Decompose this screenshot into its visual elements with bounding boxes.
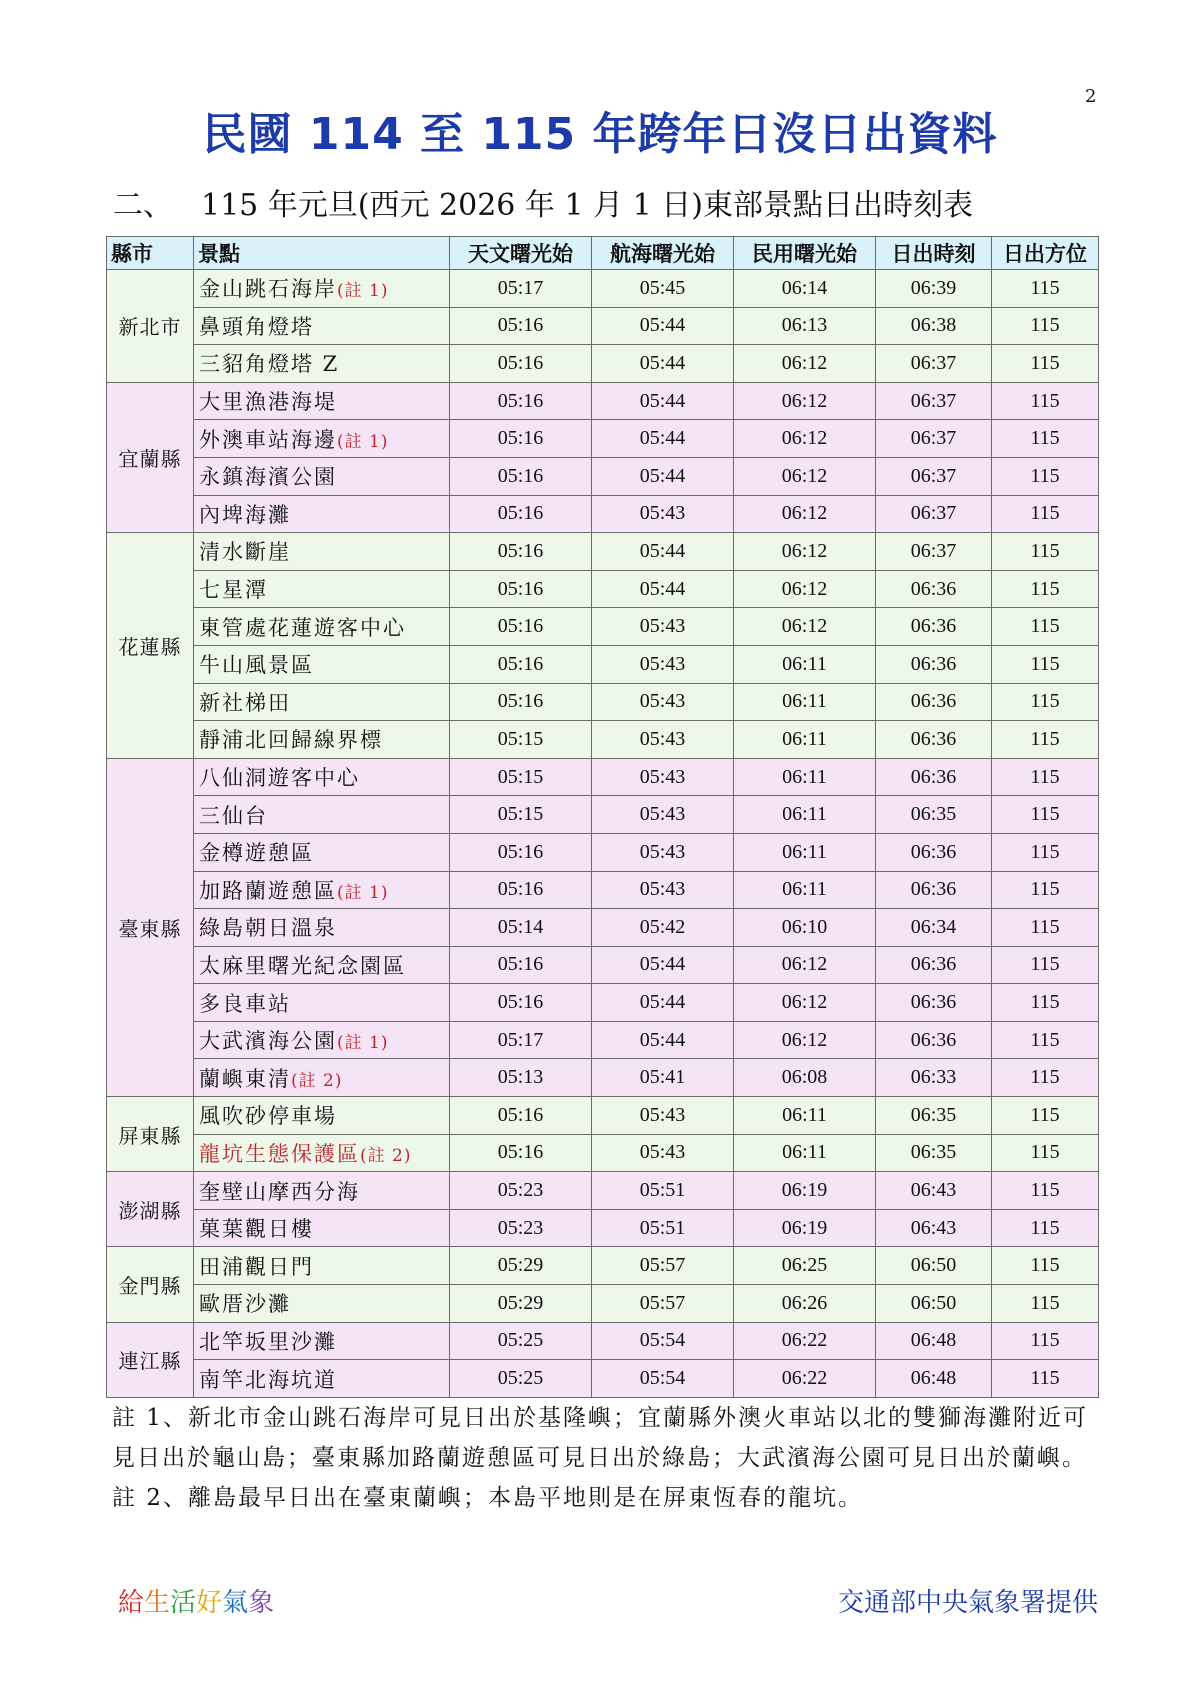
nautical-dawn-cell: 05:43 xyxy=(592,683,734,721)
sunrise-time-cell: 06:37 xyxy=(876,420,992,458)
table-row xyxy=(107,721,1099,759)
spot-cell xyxy=(194,683,450,721)
header-sunrise-azimuth: 日出方位 xyxy=(992,237,1099,270)
civil-dawn-cell: 06:19 xyxy=(734,1209,876,1247)
sunrise-azimuth-cell: 115 xyxy=(992,645,1099,683)
sunrise-time-cell: 06:38 xyxy=(876,307,992,345)
civil-dawn-cell: 06:08 xyxy=(734,1059,876,1097)
nautical-dawn-cell: 05:45 xyxy=(592,270,734,308)
civil-dawn-cell: 06:14 xyxy=(734,270,876,308)
table-row xyxy=(107,495,1099,533)
civil-dawn-cell: 06:22 xyxy=(734,1360,876,1398)
civil-dawn-cell: 06:12 xyxy=(734,1021,876,1059)
sunrise-time-cell: 06:35 xyxy=(876,1134,992,1172)
table-row xyxy=(107,382,1099,420)
spot-footnote-ref: (註 1) xyxy=(337,281,389,302)
sunrise-time-cell: 06:36 xyxy=(876,984,992,1022)
civil-dawn-cell: 06:12 xyxy=(734,946,876,984)
spot-cell xyxy=(194,495,450,533)
table-row xyxy=(107,1209,1099,1247)
sunrise-time-cell: 06:48 xyxy=(876,1360,992,1398)
civil-dawn-cell: 06:12 xyxy=(734,984,876,1022)
civil-dawn-cell: 06:11 xyxy=(734,645,876,683)
table-row xyxy=(107,645,1099,683)
spot-footnote-ref: (註 1) xyxy=(337,1033,389,1054)
spot-name: 外澳車站海邊 xyxy=(199,427,337,452)
astronomical-dawn-cell: 05:16 xyxy=(450,307,592,345)
astronomical-dawn-cell: 05:15 xyxy=(450,721,592,759)
astronomical-dawn-cell: 05:16 xyxy=(450,608,592,646)
county-cell: 宜蘭縣 xyxy=(107,382,194,532)
sunrise-azimuth-cell: 115 xyxy=(992,796,1099,834)
nautical-dawn-cell: 05:43 xyxy=(592,796,734,834)
astronomical-dawn-cell: 05:25 xyxy=(450,1322,592,1360)
nautical-dawn-cell: 05:57 xyxy=(592,1285,734,1323)
astronomical-dawn-cell: 05:16 xyxy=(450,833,592,871)
spot-cell xyxy=(194,1247,450,1285)
astronomical-dawn-cell: 05:16 xyxy=(450,871,592,909)
spot-footnote-ref: (註 2) xyxy=(291,1070,343,1091)
sunrise-time-cell: 06:36 xyxy=(876,758,992,796)
civil-dawn-cell: 06:11 xyxy=(734,758,876,796)
credit: 交通部中央氣象署提供 xyxy=(837,1588,1098,1618)
spot-name: 永鎮海濱公園 xyxy=(199,465,337,490)
table-body xyxy=(107,270,1099,1398)
civil-dawn-cell: 06:10 xyxy=(734,909,876,947)
civil-dawn-cell: 06:12 xyxy=(734,533,876,571)
sunrise-azimuth-cell: 115 xyxy=(992,1059,1099,1097)
spot-cell xyxy=(194,1322,450,1360)
spot-cell xyxy=(194,1059,450,1097)
astronomical-dawn-cell: 05:23 xyxy=(450,1209,592,1247)
header-astronomical-dawn: 天文曙光始 xyxy=(450,237,592,270)
table-row xyxy=(107,420,1099,458)
county-cell: 連江縣 xyxy=(107,1322,194,1397)
table-row xyxy=(107,1172,1099,1210)
nautical-dawn-cell: 05:44 xyxy=(592,946,734,984)
spot-cell xyxy=(194,984,450,1022)
astronomical-dawn-cell: 05:15 xyxy=(450,758,592,796)
sunrise-time-cell: 06:48 xyxy=(876,1322,992,1360)
civil-dawn-cell: 06:11 xyxy=(734,833,876,871)
nautical-dawn-cell: 05:43 xyxy=(592,608,734,646)
astronomical-dawn-cell: 05:23 xyxy=(450,1172,592,1210)
spot-name: 風吹砂停車場 xyxy=(199,1104,337,1129)
civil-dawn-cell: 06:12 xyxy=(734,382,876,420)
nautical-dawn-cell: 05:44 xyxy=(592,1021,734,1059)
sunrise-time-cell: 06:36 xyxy=(876,645,992,683)
spot-cell xyxy=(194,909,450,947)
table-row xyxy=(107,1360,1099,1398)
spot-cell xyxy=(194,270,450,308)
nautical-dawn-cell: 05:51 xyxy=(592,1209,734,1247)
nautical-dawn-cell: 05:43 xyxy=(592,871,734,909)
nautical-dawn-cell: 05:43 xyxy=(592,721,734,759)
spot-name: 田浦觀日門 xyxy=(199,1254,314,1279)
spot-cell xyxy=(194,1285,450,1323)
spot-name: 蘭嶼東清 xyxy=(199,1066,291,1091)
civil-dawn-cell: 06:12 xyxy=(734,457,876,495)
sunrise-azimuth-cell: 115 xyxy=(992,1209,1099,1247)
sunrise-azimuth-cell: 115 xyxy=(992,909,1099,947)
slogan-char: 生 xyxy=(144,1588,171,1618)
civil-dawn-cell: 06:11 xyxy=(734,1134,876,1172)
spot-footnote-ref: (註 1) xyxy=(337,431,389,452)
sunrise-azimuth-cell: 115 xyxy=(992,1134,1099,1172)
spot-cell xyxy=(194,645,450,683)
civil-dawn-cell: 06:25 xyxy=(734,1247,876,1285)
sunrise-time-cell: 06:43 xyxy=(876,1209,992,1247)
table-row xyxy=(107,796,1099,834)
sunrise-azimuth-cell: 115 xyxy=(992,1097,1099,1135)
county-cell: 屏東縣 xyxy=(107,1097,194,1172)
sunrise-azimuth-cell: 115 xyxy=(992,721,1099,759)
civil-dawn-cell: 06:12 xyxy=(734,608,876,646)
spot-name: 東管處花蓮遊客中心 xyxy=(199,615,406,640)
nautical-dawn-cell: 05:57 xyxy=(592,1247,734,1285)
spot-name: 金樽遊憩區 xyxy=(199,841,314,866)
sunrise-time-cell: 06:36 xyxy=(876,683,992,721)
spot-cell xyxy=(194,533,450,571)
astronomical-dawn-cell: 05:16 xyxy=(450,1134,592,1172)
spot-name: 三貂角燈塔 Z xyxy=(199,352,340,377)
slogan-char: 活 xyxy=(170,1588,197,1618)
table-row xyxy=(107,1097,1099,1135)
spot-cell xyxy=(194,833,450,871)
sunrise-azimuth-cell: 115 xyxy=(992,382,1099,420)
spot-name: 大里漁港海堤 xyxy=(199,390,337,415)
spot-cell xyxy=(194,1209,450,1247)
spot-name: 多良車站 xyxy=(199,991,291,1016)
spot-name: 奎壁山摩西分海 xyxy=(199,1179,360,1204)
spot-name: 七星潭 xyxy=(199,578,268,603)
spot-cell xyxy=(194,420,450,458)
civil-dawn-cell: 06:11 xyxy=(734,721,876,759)
sunrise-azimuth-cell: 115 xyxy=(992,1172,1099,1210)
sunrise-time-cell: 06:37 xyxy=(876,382,992,420)
astronomical-dawn-cell: 05:16 xyxy=(450,345,592,383)
spot-name: 歐厝沙灘 xyxy=(199,1292,291,1317)
table-row xyxy=(107,683,1099,721)
table-row xyxy=(107,871,1099,909)
sunrise-azimuth-cell: 115 xyxy=(992,1247,1099,1285)
sunrise-time-cell: 06:36 xyxy=(876,871,992,909)
astronomical-dawn-cell: 05:16 xyxy=(450,1097,592,1135)
spot-cell xyxy=(194,758,450,796)
sunrise-azimuth-cell: 115 xyxy=(992,833,1099,871)
table-row xyxy=(107,984,1099,1022)
nautical-dawn-cell: 05:44 xyxy=(592,382,734,420)
sunrise-time-cell: 06:35 xyxy=(876,1097,992,1135)
sunrise-time-cell: 06:34 xyxy=(876,909,992,947)
nautical-dawn-cell: 05:44 xyxy=(592,345,734,383)
sunrise-azimuth-cell: 115 xyxy=(992,758,1099,796)
spot-name: 金山跳石海岸 xyxy=(199,277,337,302)
sunrise-azimuth-cell: 115 xyxy=(992,871,1099,909)
spot-cell xyxy=(194,345,450,383)
spot-name: 清水斷崖 xyxy=(199,540,291,565)
page-number: 2 xyxy=(1085,86,1097,107)
table-row xyxy=(107,457,1099,495)
spot-cell xyxy=(194,608,450,646)
sunrise-time-cell: 06:33 xyxy=(876,1059,992,1097)
spot-name: 綠島朝日溫泉 xyxy=(199,916,337,941)
sunrise-time-cell: 06:37 xyxy=(876,495,992,533)
spot-name: 菓葉觀日樓 xyxy=(199,1217,314,1242)
table-row xyxy=(107,1285,1099,1323)
nautical-dawn-cell: 05:44 xyxy=(592,570,734,608)
nautical-dawn-cell: 05:43 xyxy=(592,833,734,871)
county-cell: 新北市 xyxy=(107,270,194,383)
slogan xyxy=(118,1582,274,1619)
sunrise-azimuth-cell: 115 xyxy=(992,683,1099,721)
spot-cell xyxy=(194,796,450,834)
civil-dawn-cell: 06:12 xyxy=(734,570,876,608)
header-spot: 景點 xyxy=(194,237,450,270)
sunrise-azimuth-cell: 115 xyxy=(992,495,1099,533)
page-title: 民國 114 至 115 年跨年日沒日出資料 xyxy=(202,109,998,160)
astronomical-dawn-cell: 05:16 xyxy=(450,533,592,571)
civil-dawn-cell: 06:12 xyxy=(734,420,876,458)
astronomical-dawn-cell: 05:16 xyxy=(450,683,592,721)
sunrise-time-cell: 06:36 xyxy=(876,570,992,608)
sunrise-azimuth-cell: 115 xyxy=(992,1322,1099,1360)
nautical-dawn-cell: 05:44 xyxy=(592,307,734,345)
astronomical-dawn-cell: 05:16 xyxy=(450,382,592,420)
sunrise-azimuth-cell: 115 xyxy=(992,570,1099,608)
header-sunrise-time: 日出時刻 xyxy=(876,237,992,270)
nautical-dawn-cell: 05:44 xyxy=(592,984,734,1022)
spot-name: 加路蘭遊憩區 xyxy=(199,878,337,903)
table-row xyxy=(107,833,1099,871)
nautical-dawn-cell: 05:43 xyxy=(592,495,734,533)
civil-dawn-cell: 06:11 xyxy=(734,683,876,721)
astronomical-dawn-cell: 05:29 xyxy=(450,1247,592,1285)
table-row xyxy=(107,1059,1099,1097)
sunrise-time-cell: 06:37 xyxy=(876,533,992,571)
astronomical-dawn-cell: 05:29 xyxy=(450,1285,592,1323)
spot-name: 三仙台 xyxy=(199,803,268,828)
astronomical-dawn-cell: 05:17 xyxy=(450,270,592,308)
table-row xyxy=(107,270,1099,308)
nautical-dawn-cell: 05:43 xyxy=(592,758,734,796)
nautical-dawn-cell: 05:44 xyxy=(592,533,734,571)
nautical-dawn-cell: 05:42 xyxy=(592,909,734,947)
civil-dawn-cell: 06:22 xyxy=(734,1322,876,1360)
nautical-dawn-cell: 05:43 xyxy=(592,1097,734,1135)
spot-cell xyxy=(194,1097,450,1135)
table-row xyxy=(107,1247,1099,1285)
sunrise-time-cell: 06:39 xyxy=(876,270,992,308)
spot-cell xyxy=(194,871,450,909)
table-row xyxy=(107,570,1099,608)
spot-cell xyxy=(194,1172,450,1210)
nautical-dawn-cell: 05:44 xyxy=(592,457,734,495)
county-cell: 金門縣 xyxy=(107,1247,194,1322)
astronomical-dawn-cell: 05:17 xyxy=(450,1021,592,1059)
section-subtitle xyxy=(113,180,973,224)
footnote-1: 註 1、新北市金山跳石海岸可見日出於基隆嶼；宜蘭縣外澳火車站以北的雙獅海灘附近可見日出於龜山島；臺東縣加路蘭遊憩區可見日出於綠島；大武濱海公園可見日出於蘭嶼。 xyxy=(112,1405,1088,1471)
civil-dawn-cell: 06:12 xyxy=(734,345,876,383)
table-row xyxy=(107,1322,1099,1360)
astronomical-dawn-cell: 05:16 xyxy=(450,420,592,458)
sunrise-time-cell: 06:37 xyxy=(876,457,992,495)
section-number: 二、 xyxy=(113,188,173,223)
spot-name: 靜浦北回歸線界標 xyxy=(199,728,383,753)
table-row xyxy=(107,608,1099,646)
civil-dawn-cell: 06:11 xyxy=(734,871,876,909)
sunrise-azimuth-cell: 115 xyxy=(992,1285,1099,1323)
county-cell: 臺東縣 xyxy=(107,758,194,1096)
sunrise-azimuth-cell: 115 xyxy=(992,946,1099,984)
spot-cell xyxy=(194,1134,450,1172)
sunrise-azimuth-cell: 115 xyxy=(992,608,1099,646)
astronomical-dawn-cell: 05:25 xyxy=(450,1360,592,1398)
spot-name: 大武濱海公園 xyxy=(199,1029,337,1054)
sunrise-time-cell: 06:50 xyxy=(876,1285,992,1323)
nautical-dawn-cell: 05:54 xyxy=(592,1322,734,1360)
table-row xyxy=(107,758,1099,796)
header-civil-dawn: 民用曙光始 xyxy=(734,237,876,270)
civil-dawn-cell: 06:11 xyxy=(734,796,876,834)
footnotes xyxy=(112,1398,1102,1518)
spot-name: 太麻里曙光紀念園區 xyxy=(199,953,406,978)
header-nautical-dawn: 航海曙光始 xyxy=(592,237,734,270)
sunrise-azimuth-cell: 115 xyxy=(992,533,1099,571)
sunrise-azimuth-cell: 115 xyxy=(992,457,1099,495)
nautical-dawn-cell: 05:43 xyxy=(592,645,734,683)
spot-cell xyxy=(194,570,450,608)
nautical-dawn-cell: 05:51 xyxy=(592,1172,734,1210)
spot-name: 牛山風景區 xyxy=(199,653,314,678)
astronomical-dawn-cell: 05:16 xyxy=(450,457,592,495)
sunrise-time-cell: 06:43 xyxy=(876,1172,992,1210)
civil-dawn-cell: 06:13 xyxy=(734,307,876,345)
nautical-dawn-cell: 05:41 xyxy=(592,1059,734,1097)
slogan-char: 好 xyxy=(196,1588,223,1618)
table-row xyxy=(107,533,1099,571)
astronomical-dawn-cell: 05:16 xyxy=(450,570,592,608)
civil-dawn-cell: 06:19 xyxy=(734,1172,876,1210)
spot-name: 南竿北海坑道 xyxy=(199,1367,337,1392)
spot-name: 龍坑生態保護區 xyxy=(199,1141,360,1166)
spot-cell xyxy=(194,1360,450,1398)
sunrise-time-cell: 06:36 xyxy=(876,721,992,759)
astronomical-dawn-cell: 05:15 xyxy=(450,796,592,834)
spot-cell xyxy=(194,721,450,759)
sunrise-time-cell: 06:36 xyxy=(876,833,992,871)
table-row xyxy=(107,1134,1099,1172)
county-cell: 花蓮縣 xyxy=(107,533,194,759)
sunrise-azimuth-cell: 115 xyxy=(992,1021,1099,1059)
spot-name: 八仙洞遊客中心 xyxy=(199,766,360,791)
sunrise-time-cell: 06:37 xyxy=(876,345,992,383)
slogan-char: 象 xyxy=(248,1588,275,1618)
spot-name: 北竿坂里沙灘 xyxy=(199,1329,337,1354)
spot-footnote-ref: (註 1) xyxy=(337,882,389,903)
footnote-2: 註 2、離島最早日出在臺東蘭嶼；本島平地則是在屏東恆春的龍坑。 xyxy=(112,1485,863,1511)
spot-cell xyxy=(194,307,450,345)
spot-cell xyxy=(194,1021,450,1059)
county-cell: 澎湖縣 xyxy=(107,1172,194,1247)
sunrise-azimuth-cell: 115 xyxy=(992,345,1099,383)
table-row xyxy=(107,307,1099,345)
civil-dawn-cell: 06:26 xyxy=(734,1285,876,1323)
civil-dawn-cell: 06:12 xyxy=(734,495,876,533)
sunrise-azimuth-cell: 115 xyxy=(992,1360,1099,1398)
sunrise-azimuth-cell: 115 xyxy=(992,420,1099,458)
sunrise-time-cell: 06:36 xyxy=(876,1021,992,1059)
table-header-row xyxy=(107,237,1099,270)
spot-cell xyxy=(194,946,450,984)
civil-dawn-cell: 06:11 xyxy=(734,1097,876,1135)
spot-name: 內埤海灘 xyxy=(199,502,291,527)
spot-cell xyxy=(194,382,450,420)
astronomical-dawn-cell: 05:16 xyxy=(450,495,592,533)
spot-name: 新社梯田 xyxy=(199,690,291,715)
nautical-dawn-cell: 05:43 xyxy=(592,1134,734,1172)
sunrise-time-cell: 06:36 xyxy=(876,946,992,984)
astronomical-dawn-cell: 05:16 xyxy=(450,984,592,1022)
nautical-dawn-cell: 05:54 xyxy=(592,1360,734,1398)
spot-footnote-ref: (註 2) xyxy=(360,1145,412,1166)
table-row xyxy=(107,1021,1099,1059)
sunrise-time-cell: 06:36 xyxy=(876,608,992,646)
spot-cell xyxy=(194,457,450,495)
astronomical-dawn-cell: 05:14 xyxy=(450,909,592,947)
astronomical-dawn-cell: 05:16 xyxy=(450,946,592,984)
spot-name: 鼻頭角燈塔 xyxy=(199,314,314,339)
sunrise-time-cell: 06:35 xyxy=(876,796,992,834)
sunrise-time-cell: 06:50 xyxy=(876,1247,992,1285)
section-title: 115 年元旦(西元 2026 年 1 月 1 日)東部景點日出時刻表 xyxy=(201,188,973,223)
sunrise-azimuth-cell: 115 xyxy=(992,984,1099,1022)
table-row xyxy=(107,909,1099,947)
sunrise-azimuth-cell: 115 xyxy=(992,270,1099,308)
header-county: 縣市 xyxy=(107,237,194,270)
sunrise-table xyxy=(106,236,1099,1398)
astronomical-dawn-cell: 05:13 xyxy=(450,1059,592,1097)
table-row xyxy=(107,345,1099,383)
table-row xyxy=(107,946,1099,984)
slogan-char: 氣 xyxy=(222,1588,249,1618)
nautical-dawn-cell: 05:44 xyxy=(592,420,734,458)
slogan-char: 給 xyxy=(118,1588,145,1618)
astronomical-dawn-cell: 05:16 xyxy=(450,645,592,683)
sunrise-azimuth-cell: 115 xyxy=(992,307,1099,345)
